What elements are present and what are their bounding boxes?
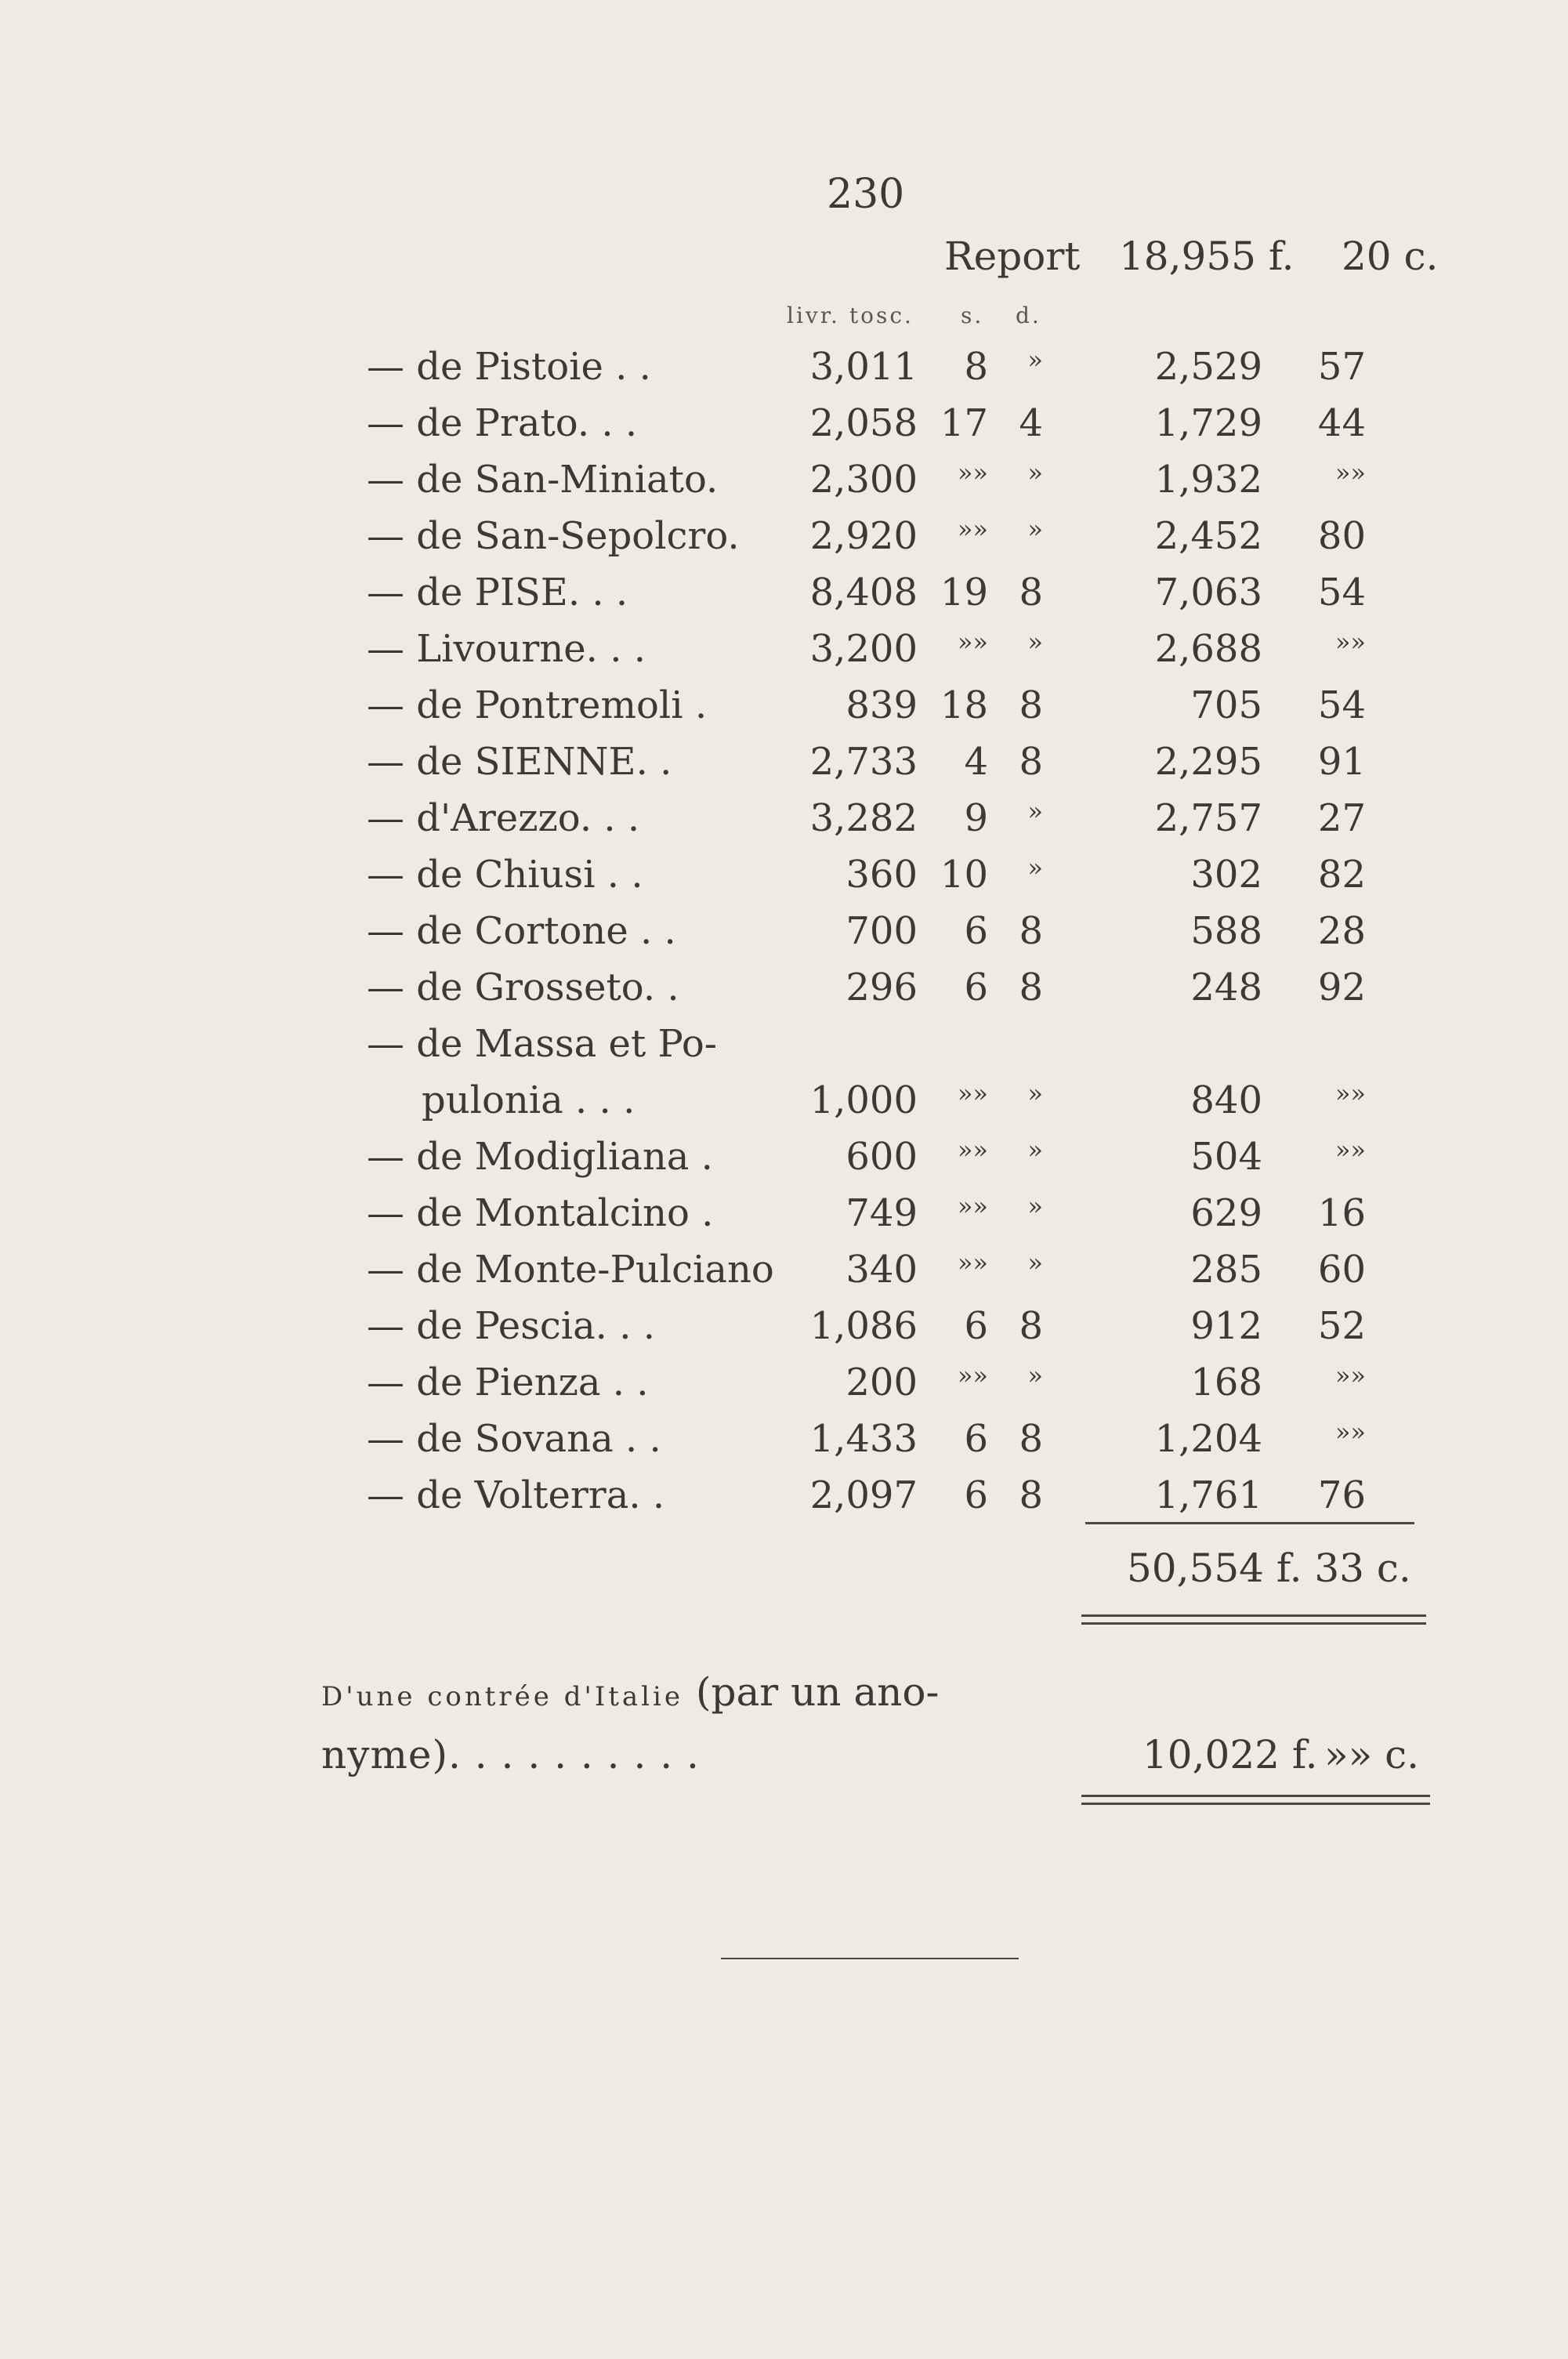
row-livres: 600	[846, 1135, 918, 1179]
row-sous: 6	[964, 1417, 988, 1461]
row-name: — de Montalcino .	[367, 1191, 714, 1235]
row-deniers: 8	[1019, 683, 1043, 727]
double-rule-bottom	[1081, 1622, 1426, 1625]
table-row	[0, 345, 1568, 401]
row-francs: 629	[1190, 1191, 1262, 1235]
row-deniers: »	[1027, 1078, 1043, 1108]
row-name: — d'Arezzo. . .	[367, 796, 640, 840]
row-name: — de Sovana . .	[367, 1417, 661, 1461]
row-name: — Livourne. . .	[367, 627, 646, 671]
row-name: — de Modigliana .	[367, 1135, 713, 1179]
row-name: — de Prato. . .	[367, 401, 638, 445]
row-francs: 2,757	[1154, 796, 1262, 840]
row-centimes: »»	[1334, 1078, 1366, 1108]
row-deniers: 8	[1019, 1473, 1043, 1517]
row-sous: »»	[957, 1248, 988, 1277]
row-livres: 839	[846, 683, 918, 727]
row-name: — de Pienza . .	[367, 1361, 649, 1404]
table-row	[0, 1248, 1568, 1304]
row-deniers: 8	[1019, 571, 1043, 614]
table-row	[0, 1417, 1568, 1473]
page-number: 230	[827, 171, 905, 218]
row-name: — de Pistoie . .	[367, 345, 651, 389]
row-livres: 1,086	[809, 1304, 918, 1348]
double-rule2-bottom	[1081, 1803, 1430, 1805]
total-rule	[1085, 1522, 1414, 1524]
row-livres: 3,011	[809, 345, 918, 389]
header-deniers: d.	[1016, 303, 1041, 328]
total-amount: 50,554 f. 33 c.	[1127, 1545, 1411, 1591]
row-name: — de Pescia. . .	[367, 1304, 655, 1348]
row-sous: »»	[957, 1135, 988, 1165]
row-sous: 6	[964, 909, 988, 953]
row-francs: 2,688	[1154, 627, 1262, 671]
row-centimes: »»	[1334, 627, 1366, 657]
row-livres: 296	[846, 966, 918, 1009]
anonymous-francs: 10,022 f.	[1143, 1732, 1318, 1777]
table-row	[0, 458, 1568, 514]
table-row	[0, 627, 1568, 683]
header-sous: s.	[961, 303, 984, 328]
row-centimes: »»	[1334, 1361, 1366, 1390]
row-livres: 2,058	[809, 401, 918, 445]
row-sous: 17	[940, 401, 988, 445]
row-name: — de Cortone . .	[367, 909, 676, 953]
row-deniers: »	[1027, 1135, 1043, 1165]
row-name: — de SIENNE. .	[367, 740, 672, 784]
row-name: — de Massa et Po-	[367, 1022, 717, 1066]
row-deniers: 8	[1019, 909, 1043, 953]
double-rule-top	[1081, 1614, 1426, 1617]
row-name: — de PISE. . .	[367, 571, 628, 614]
row-sous: 4	[964, 740, 988, 784]
anonymous-line1-rest: (par un ano-	[683, 1669, 940, 1715]
row-centimes: »»	[1334, 1135, 1366, 1165]
table-row	[0, 966, 1568, 1022]
row-deniers: »	[1027, 1248, 1043, 1277]
row-francs: 2,529	[1154, 345, 1262, 389]
row-francs: 168	[1190, 1361, 1262, 1404]
row-livres: 2,733	[809, 740, 918, 784]
table-row	[0, 1361, 1568, 1417]
table-row	[0, 1022, 1568, 1078]
row-francs: 504	[1190, 1135, 1262, 1179]
row-sous: »»	[957, 458, 988, 487]
row-sous: »»	[957, 1361, 988, 1390]
row-deniers: »	[1027, 458, 1043, 487]
table-row	[0, 796, 1568, 853]
row-name: — de Pontremoli .	[367, 683, 708, 727]
table-row	[0, 1078, 1568, 1135]
row-francs: 248	[1190, 966, 1262, 1009]
row-sous: »»	[957, 514, 988, 544]
row-name: — de Monte-Pulciano	[367, 1248, 774, 1292]
row-deniers: 8	[1019, 1417, 1043, 1461]
row-francs: 285	[1190, 1248, 1262, 1292]
row-francs: 1,204	[1154, 1417, 1262, 1461]
row-centimes: 27	[1317, 796, 1366, 840]
row-centimes: 82	[1317, 853, 1366, 897]
row-sous: 6	[964, 966, 988, 1009]
row-sous: 10	[940, 853, 988, 897]
table-row	[0, 401, 1568, 458]
row-francs: 588	[1190, 909, 1262, 953]
row-sous: 6	[964, 1473, 988, 1517]
row-livres: 2,920	[809, 514, 918, 558]
anonymous-smallcaps: D'une contrée d'Italie	[321, 1681, 684, 1712]
table-row	[0, 683, 1568, 740]
row-francs: 1,729	[1154, 401, 1262, 445]
header-livres: livr. tosc.	[787, 303, 914, 328]
row-livres: 3,282	[809, 796, 918, 840]
row-francs: 840	[1190, 1078, 1262, 1122]
row-deniers: »	[1027, 1361, 1043, 1390]
row-name: pulonia . . .	[422, 1078, 636, 1122]
row-sous: 9	[964, 796, 988, 840]
row-centimes: 28	[1317, 909, 1366, 953]
row-livres: 200	[846, 1361, 918, 1404]
row-francs: 912	[1190, 1304, 1262, 1348]
row-deniers: 4	[1019, 401, 1043, 445]
row-deniers: »	[1027, 1191, 1043, 1221]
row-name: — de San-Miniato.	[367, 458, 719, 502]
table-row	[0, 853, 1568, 909]
row-sous: 18	[940, 683, 988, 727]
row-sous: 19	[940, 571, 988, 614]
row-centimes: 16	[1317, 1191, 1366, 1235]
double-rule2-top	[1081, 1795, 1430, 1797]
row-livres: 8,408	[809, 571, 918, 614]
row-deniers: »	[1027, 345, 1043, 375]
row-centimes: 80	[1317, 514, 1366, 558]
report-francs: 18,955 f.	[1119, 234, 1295, 279]
row-centimes: 76	[1317, 1473, 1366, 1517]
row-sous: 8	[964, 345, 988, 389]
report-label: Report	[944, 234, 1081, 279]
row-centimes: 54	[1317, 571, 1366, 614]
table-row	[0, 571, 1568, 627]
row-sous: 6	[964, 1304, 988, 1348]
row-livres: 340	[846, 1248, 918, 1292]
row-name: — de Grosseto. .	[367, 966, 679, 1009]
row-sous: »»	[957, 1191, 988, 1221]
row-livres: 2,097	[809, 1473, 918, 1517]
row-livres: 1,000	[809, 1078, 918, 1122]
row-sous: »»	[957, 627, 988, 657]
report-centimes: 20 c.	[1342, 234, 1439, 279]
row-livres: 1,433	[809, 1417, 918, 1461]
row-centimes: 52	[1317, 1304, 1366, 1348]
row-francs: 1,932	[1154, 458, 1262, 502]
row-deniers: »	[1027, 796, 1043, 826]
table-row	[0, 740, 1568, 796]
row-livres: 2,300	[809, 458, 918, 502]
row-name: — de San-Sepolcro.	[367, 514, 740, 558]
table-row	[0, 909, 1568, 966]
row-centimes: 92	[1317, 966, 1366, 1009]
row-livres: 3,200	[809, 627, 918, 671]
row-francs: 302	[1190, 853, 1262, 897]
row-deniers: »	[1027, 627, 1043, 657]
row-deniers: 8	[1019, 740, 1043, 784]
row-centimes: 57	[1317, 345, 1366, 389]
row-francs: 1,761	[1154, 1473, 1262, 1517]
row-deniers: 8	[1019, 966, 1043, 1009]
anonymous-centimes: »» c.	[1324, 1732, 1419, 1777]
row-name: — de Chiusi . .	[367, 853, 643, 897]
row-deniers: »	[1027, 853, 1043, 882]
row-name: — de Volterra. .	[367, 1473, 665, 1517]
table-row	[0, 514, 1568, 571]
anonymous-line-2: nyme). . . . . . . . . .	[321, 1732, 700, 1777]
row-centimes: »»	[1334, 1417, 1366, 1447]
table-row	[0, 1304, 1568, 1361]
table-row	[0, 1135, 1568, 1191]
row-centimes: 91	[1317, 740, 1366, 784]
row-livres: 360	[846, 853, 918, 897]
table-row	[0, 1191, 1568, 1248]
row-francs: 2,452	[1154, 514, 1262, 558]
end-rule	[721, 1958, 1019, 1959]
row-francs: 7,063	[1154, 571, 1262, 614]
row-centimes: 54	[1317, 683, 1366, 727]
anonymous-line-1	[321, 1669, 939, 1715]
row-deniers: »	[1027, 514, 1043, 544]
row-francs: 705	[1190, 683, 1262, 727]
row-livres: 749	[846, 1191, 918, 1235]
row-francs: 2,295	[1154, 740, 1262, 784]
row-sous: »»	[957, 1078, 988, 1108]
row-livres: 700	[846, 909, 918, 953]
row-centimes: 44	[1317, 401, 1366, 445]
row-centimes: 60	[1317, 1248, 1366, 1292]
row-centimes: »»	[1334, 458, 1366, 487]
row-deniers: 8	[1019, 1304, 1043, 1348]
